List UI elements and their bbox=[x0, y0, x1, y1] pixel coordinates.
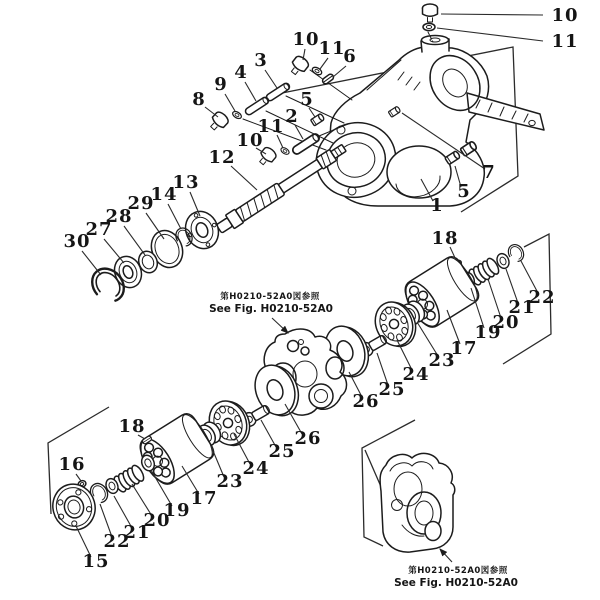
end-cover bbox=[380, 453, 455, 552]
bolt-8-icon bbox=[207, 110, 230, 133]
arrow-bottom-icon bbox=[440, 549, 452, 562]
leader-line-11 bbox=[320, 58, 328, 69]
leader-line-12 bbox=[231, 166, 257, 190]
ref-note-bottom bbox=[394, 549, 518, 589]
leader-line-11 bbox=[437, 28, 543, 41]
part-label-11: 11 bbox=[257, 116, 285, 137]
part-label-18: 18 bbox=[431, 228, 459, 249]
part-label-9: 9 bbox=[214, 74, 228, 95]
part-label-7: 7 bbox=[482, 162, 496, 183]
part-label-26: 26 bbox=[294, 428, 322, 449]
callout-layer bbox=[58, 5, 578, 572]
part-label-11: 11 bbox=[551, 31, 579, 52]
part-label-20: 20 bbox=[492, 312, 520, 333]
part-label-21: 21 bbox=[508, 297, 536, 318]
pin-4-icon bbox=[244, 96, 270, 116]
leader-line-16 bbox=[76, 474, 81, 481]
leader-line-30 bbox=[82, 251, 101, 275]
part-label-5: 5 bbox=[457, 181, 471, 202]
part-label-23: 23 bbox=[216, 471, 244, 492]
part-label-3: 3 bbox=[254, 50, 268, 71]
washer-9-icon bbox=[231, 110, 242, 120]
cylinder-block-17-left-icon bbox=[134, 410, 218, 490]
part-label-18: 18 bbox=[118, 416, 146, 437]
part-label-1: 1 bbox=[430, 195, 444, 216]
part-label-30: 30 bbox=[63, 231, 91, 252]
part-label-4: 4 bbox=[234, 62, 248, 83]
part-label-5: 5 bbox=[300, 89, 314, 110]
part-label-19: 19 bbox=[474, 322, 502, 343]
bottom-lobe bbox=[387, 146, 451, 198]
bolt-10-top-icon bbox=[423, 4, 438, 22]
ref-note-bottom-jp: 第H0210-52A0図参照 bbox=[408, 566, 508, 576]
ref-note-top bbox=[209, 291, 333, 333]
plug-5-left-icon bbox=[311, 113, 325, 126]
leader-line-3 bbox=[265, 70, 277, 88]
part-label-25: 25 bbox=[268, 441, 296, 462]
arrow-top-icon bbox=[272, 318, 288, 333]
leader-line-6 bbox=[333, 66, 346, 77]
leader-line-10 bbox=[441, 14, 543, 15]
leader-line-27 bbox=[104, 239, 124, 263]
part-label-23: 23 bbox=[428, 350, 456, 371]
bearing-13 bbox=[180, 206, 224, 253]
washer-11-mid-icon bbox=[280, 146, 290, 155]
part-label-24: 24 bbox=[242, 458, 270, 479]
part-label-14: 14 bbox=[150, 184, 178, 205]
ref-note-bottom-en: See Fig. H0210-52A0 bbox=[394, 577, 518, 589]
leader-line-8 bbox=[205, 107, 218, 117]
part-label-22: 22 bbox=[528, 287, 556, 308]
part-label-25: 25 bbox=[378, 379, 406, 400]
part-label-8: 8 bbox=[192, 89, 206, 110]
washer-11-top-icon bbox=[423, 23, 435, 30]
part-label-2: 2 bbox=[285, 106, 299, 127]
part-label-11: 11 bbox=[318, 38, 346, 59]
leader-line-28 bbox=[124, 226, 145, 255]
part-label-13: 13 bbox=[172, 172, 200, 193]
part-label-10: 10 bbox=[292, 29, 320, 50]
part-label-27: 27 bbox=[85, 219, 113, 240]
part-label-12: 12 bbox=[208, 147, 236, 168]
part-label-26: 26 bbox=[352, 391, 380, 412]
part-label-6: 6 bbox=[343, 46, 357, 67]
part-label-10: 10 bbox=[236, 130, 264, 151]
part-label-17: 17 bbox=[190, 488, 218, 509]
part-label-21: 21 bbox=[123, 522, 151, 543]
ref-note-top-en: See Fig. H0210-52A0 bbox=[209, 303, 333, 315]
leader-line-4 bbox=[245, 82, 256, 101]
part-label-10: 10 bbox=[551, 5, 579, 26]
part-label-16: 16 bbox=[58, 454, 86, 475]
part-label-20: 20 bbox=[143, 510, 171, 531]
part-label-24: 24 bbox=[402, 364, 430, 385]
part-label-28: 28 bbox=[105, 206, 133, 227]
leader-line-9 bbox=[225, 94, 235, 111]
pin-2-icon bbox=[291, 132, 320, 155]
port-cap-15 bbox=[48, 479, 100, 534]
part-label-15: 15 bbox=[82, 551, 110, 572]
ref-note-top-jp: 第H0210-52A0図参照 bbox=[220, 292, 320, 302]
part-label-29: 29 bbox=[127, 193, 155, 214]
part-label-19: 19 bbox=[163, 500, 191, 521]
part-label-17: 17 bbox=[450, 338, 478, 359]
bolt-10-upper-icon bbox=[287, 54, 310, 77]
leader-line-14 bbox=[168, 204, 181, 229]
top-boss bbox=[421, 36, 449, 53]
part-label-22: 22 bbox=[103, 531, 131, 552]
